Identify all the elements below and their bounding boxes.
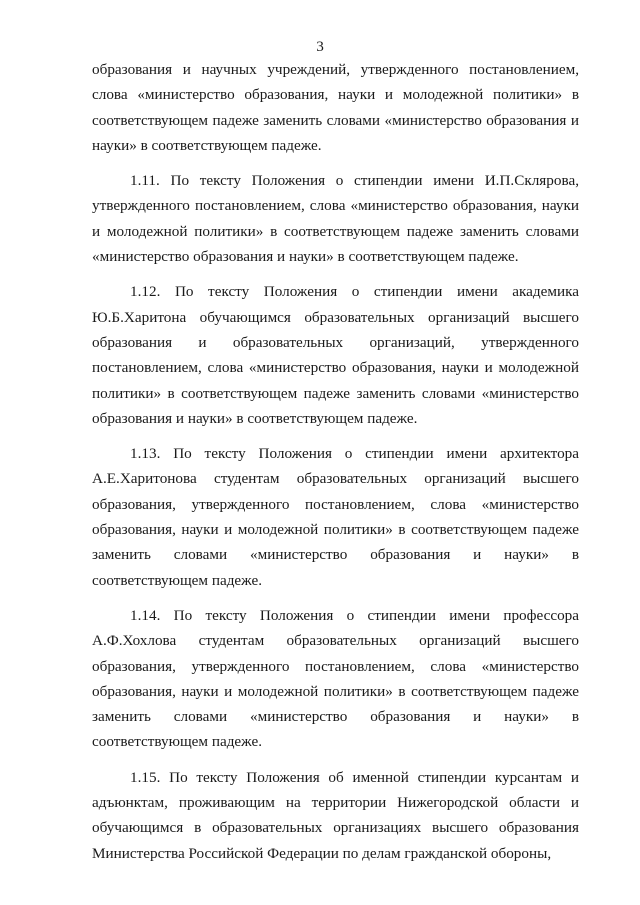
paragraph-1-11: 1.11. По тексту Положения о стипендии имени И.П.Склярова, утвержденного постановлением, слова «министерство образования, науки и молодежной политики» в соответствующем падеже заменить словами «министерство образования и науки» в соответствующем падеже. [92, 172, 579, 266]
paragraph-continuation: образования и научных учреждений, утвержденного постановлением, слова «министерство образования, науки и молодежной политики» в соответствующем падеже заменить словами «министерство образования и науки» в соответствующем падеже. [92, 61, 579, 154]
paragraph-1-14: 1.14. По тексту Положения о стипендии имени профессора А.Ф.Хохлова студентам образовательных организаций высшего образования, утвержденного постановлением, слова «министерство образования, науки и молодежной политики» в соответствующем падеже заменить словами «министерство образования и науки» в соответствующем падеже. [92, 606, 579, 751]
document-body [92, 57, 579, 876]
paragraph-1-13: 1.13. По тексту Положения о стипендии имени архитектора А.Е.Харитонова студентам образовательных организаций высшего образования, утвержденного постановлением, слова «министерство образования, науки и молодежной политики» в соответствующем падеже заменить словами «министерство образования и науки» в соответствующем падеже. [92, 445, 579, 589]
paragraph-1-15: 1.15. По тексту Положения об именной стипендии курсантам и адъюнктам, проживающим на территории Нижегородской области и обучающимся в образовательных организациях высшего образования Министерства Российской Федерации по делам гражданской обороны, [92, 768, 579, 862]
paragraph-1-12: 1.12. По тексту Положения о стипендии имени академика Ю.Б.Харитона обучающимся образовательных организаций высшего образования и образовательных организаций, утвержденного постановлением, слова «министерство образования, науки и молодежной политики» в соответствующем падеже заменить словами «министерство образования и науки» в соответствующем падеже. [92, 283, 579, 427]
page-number: 3 [316, 38, 324, 55]
